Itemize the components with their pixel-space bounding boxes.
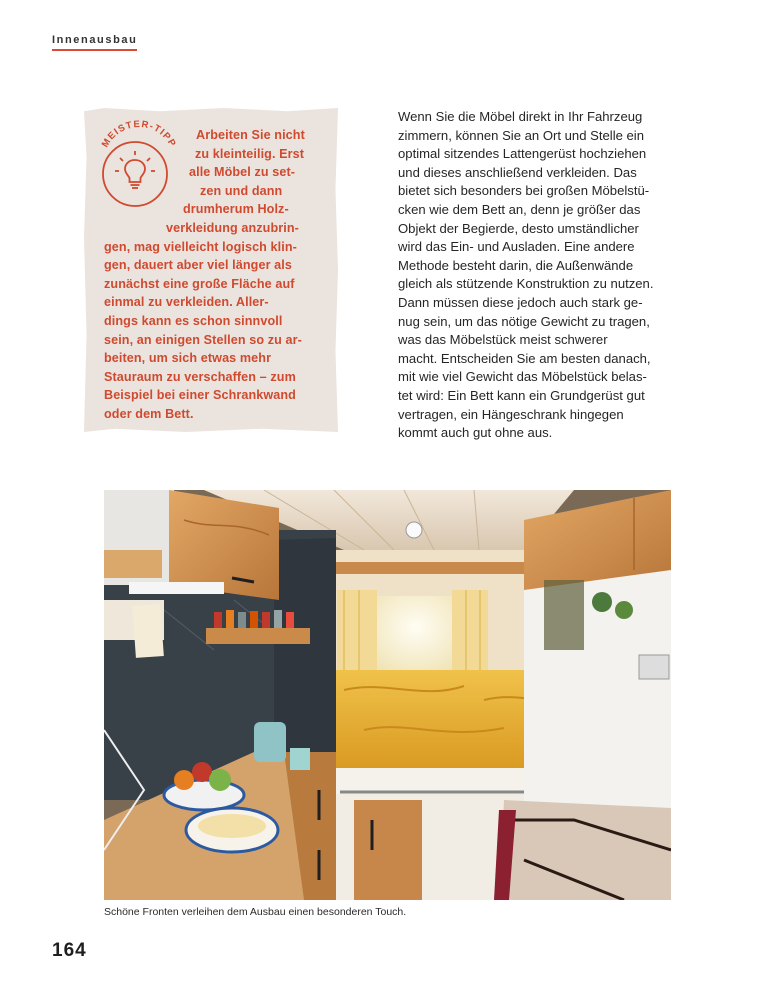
tip-line: zunächst eine große Fläche auf (104, 276, 295, 291)
tip-badge-label: MEISTER-TIPP (99, 118, 179, 150)
tip-line: dings kann es schon sinnvoll (104, 313, 283, 328)
van-interior-photo (104, 490, 671, 900)
body-text (398, 108, 680, 443)
tip-line: sein, an einigen Stellen so zu ar- (104, 332, 302, 347)
body-line: macht. Entscheiden Sie am besten danach, (398, 350, 651, 366)
page-number: 164 (52, 940, 87, 961)
body-line: Objekt der Begierde, desto umständlicher (398, 220, 639, 236)
body-line: tet wird: Ein Bett kann ein Grundgerüst gut (398, 387, 645, 403)
body-line: gleich als stützende Konstruktion zu nutzen. (398, 276, 654, 292)
tip-line: beiten, um sich etwas mehr (104, 351, 272, 366)
photo-caption: Schöne Fronten verleihen dem Ausbau einen besonderen Touch. (104, 906, 407, 918)
body-line: vertragen, ein Hängeschrank hingegen (398, 406, 624, 422)
body-line: und dieses anschließend verkleiden. Das (398, 164, 637, 180)
body-line: kommt auch gut ohne aus. (398, 425, 553, 441)
upper-cabinet-left (104, 490, 279, 600)
tip-line: zu kleinteilig. Erst (195, 146, 305, 161)
tip-line: gen, mag vielleicht logisch klin- (104, 239, 297, 254)
tip-line: Arbeiten Sie nicht (196, 128, 305, 142)
window (337, 590, 488, 675)
body-line: bietet sich besonders bei großen Möbelstü- (398, 183, 650, 199)
body-line: was das Möbelstück meist schwerer (398, 332, 608, 348)
body-line: optimal sitzendes Lattengerüst hochziehen (398, 146, 647, 162)
tip-text (104, 126, 330, 424)
tip-line: alle Möbel zu set- (189, 165, 296, 180)
section-label: Innenausbau (52, 34, 137, 51)
body-line: Dann müssen diese jedoch auch stark ge- (398, 294, 643, 310)
body-line: mit wie viel Gewicht das Möbelstück belas- (398, 369, 647, 385)
body-line: Wenn Sie die Möbel direkt in Ihr Fahrzeug (398, 109, 643, 124)
tip-line: oder dem Bett. (104, 406, 194, 421)
body-line: zimmern, können Sie an Ort und Stelle ein (398, 127, 645, 143)
body-line: Methode besteht darin, die Außenwände (398, 257, 634, 273)
tip-line: verkleidung anzubrin- (166, 220, 299, 235)
tip-line: drumherum Holz- (183, 202, 289, 217)
tip-line: Beispiel bei einer Schrankwand (104, 388, 296, 403)
body-line: nug sein, um das nötige Gewicht zu tragen, (398, 313, 650, 329)
tip-line: gen, dauert aber viel länger als (104, 258, 292, 273)
body-line: wird das Ein- und Ausladen. Eine andere (398, 239, 635, 255)
tip-line: Stauraum zu verschaffen – zum (104, 369, 296, 384)
tip-line: zen und dann (200, 183, 283, 198)
body-line: cken wie dem Bett an, denn je größer das (398, 201, 641, 217)
tip-line: einmal zu verkleiden. Aller- (104, 295, 269, 310)
